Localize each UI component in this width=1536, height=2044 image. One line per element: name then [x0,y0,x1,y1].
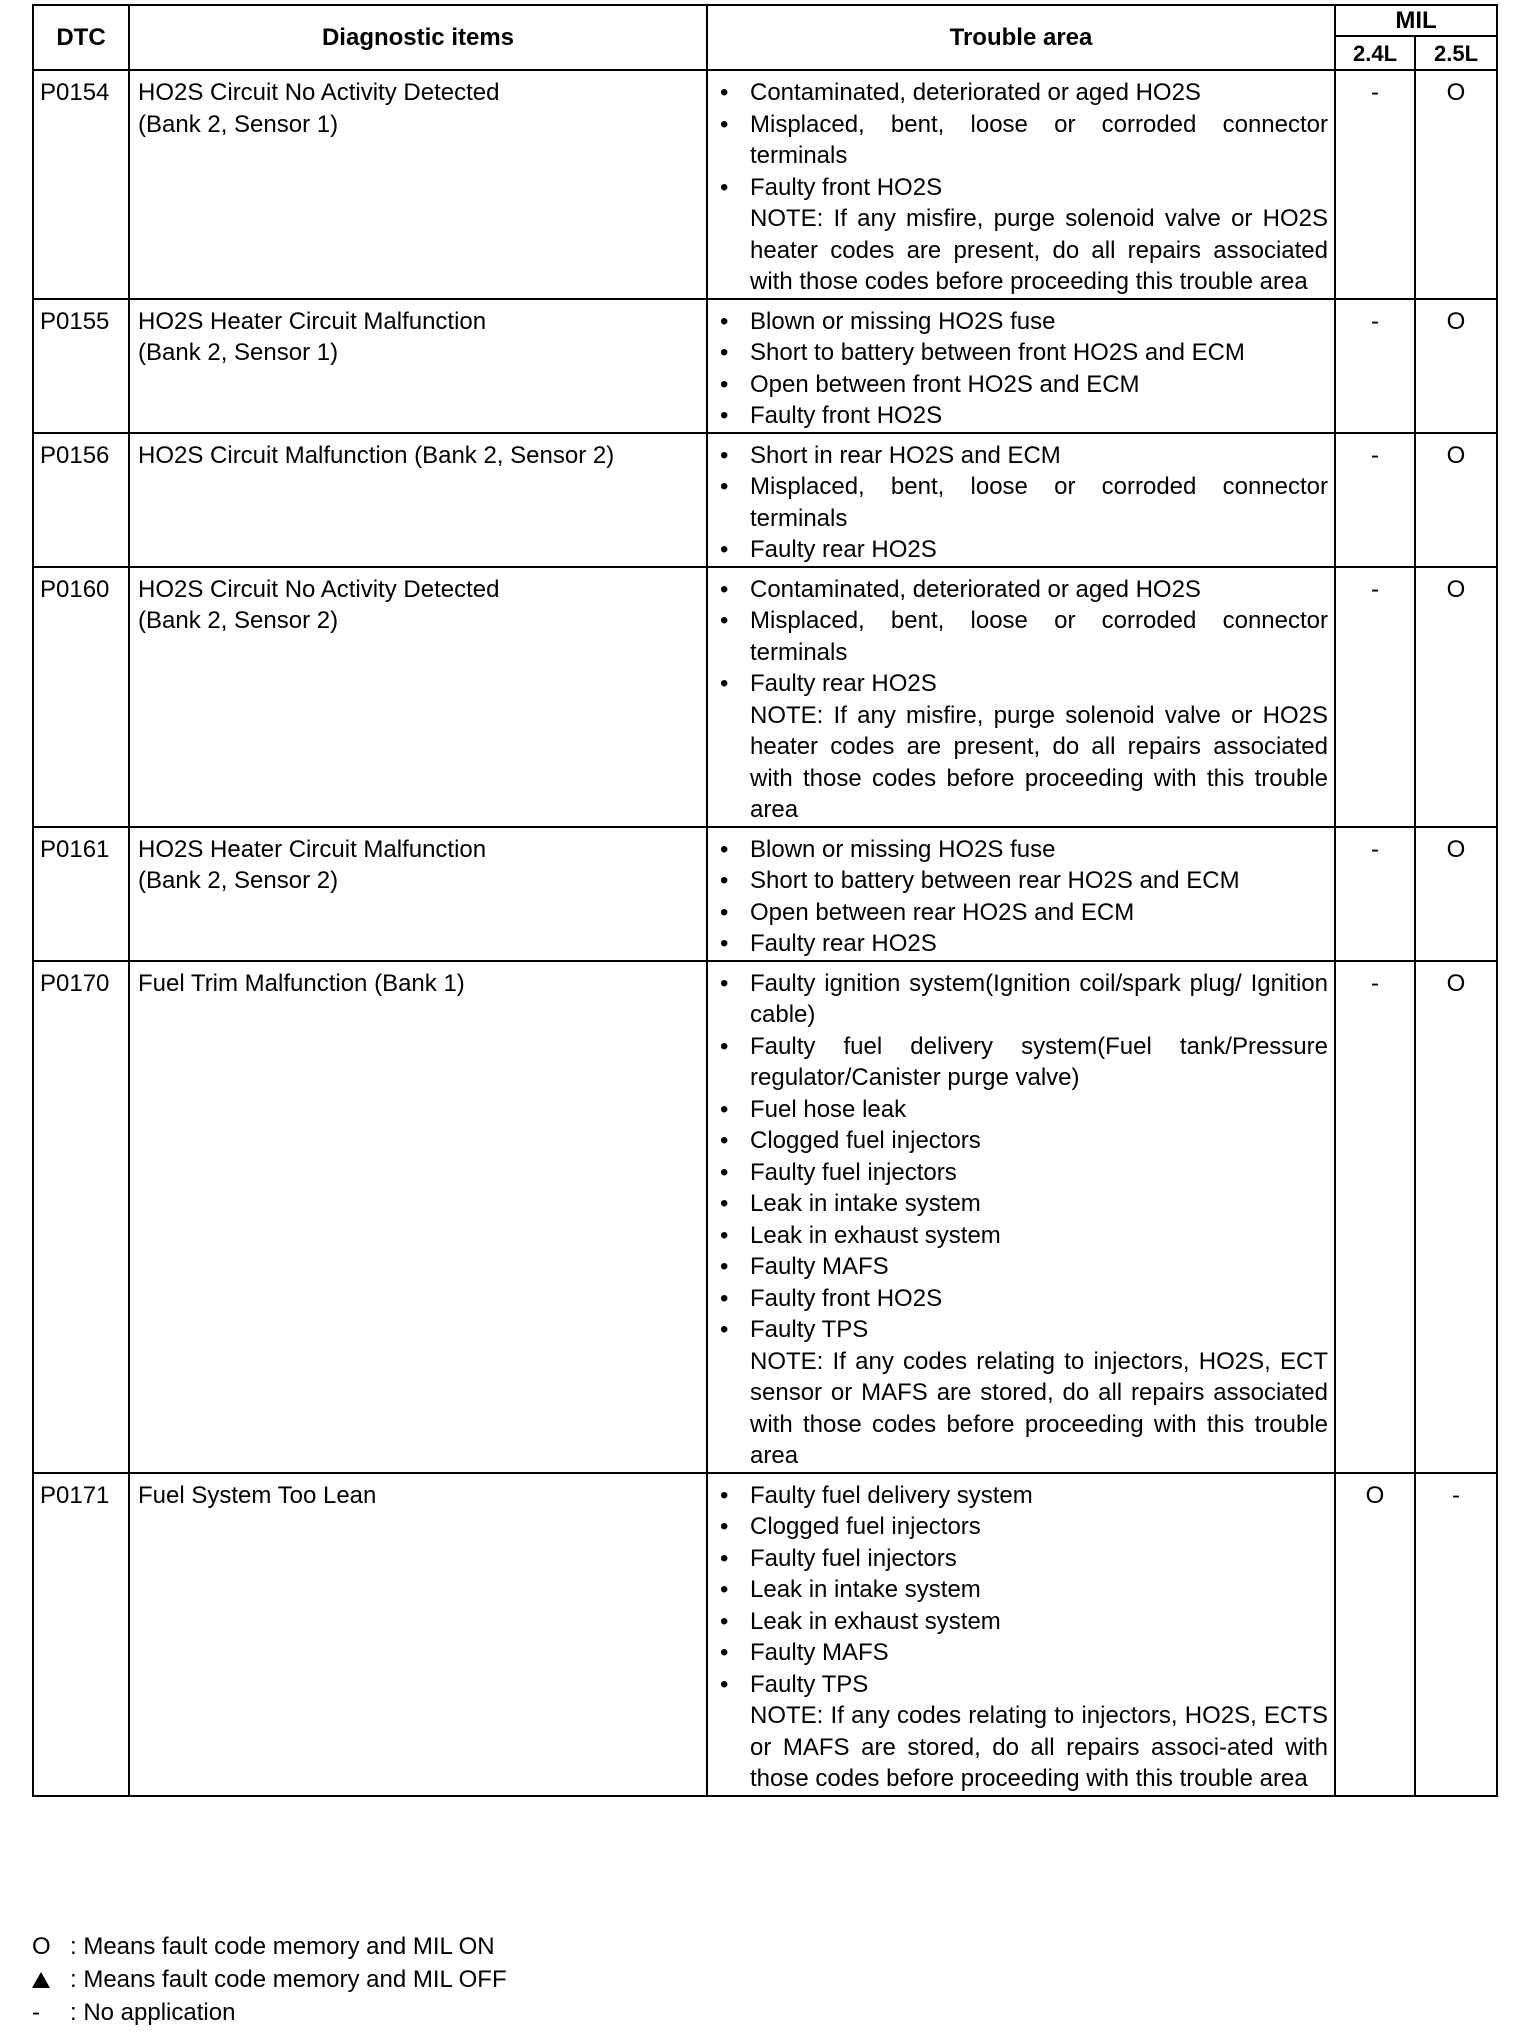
list-item: • Contaminated, deteriorated or aged HO2S [716,77,1328,109]
list-item: • Faulty fuel delivery system [716,1480,1328,1512]
legend-row-no-application [32,1996,507,2029]
table-row [33,567,1497,827]
dtc-code: P0170 [33,961,129,1473]
mil-2-4l-status: O [1335,1473,1415,1796]
list-item: • Faulty fuel injectors [716,1543,1328,1575]
list-item: • Open between rear HO2S and ECM [716,897,1328,929]
header-mil-2-4l: 2.4L [1335,36,1415,70]
diagnostic-item-line: HO2S Heater Circuit Malfunction [138,835,487,863]
mil-2-5l-status: O [1415,299,1497,433]
list-item: • Faulty front HO2S [716,1283,1328,1315]
list-item: • Faulty front HO2S [716,172,1328,204]
list-item: • Leak in intake system [716,1574,1328,1606]
list-item: • Leak in exhaust system [716,1220,1328,1252]
list-item: • Clogged fuel injectors [716,1511,1328,1543]
legend-text-mil-off: : Means fault code memory and MIL OFF [70,1966,507,1993]
header-diagnostic-items: Diagnostic items [129,5,707,70]
mil-2-5l-status: O [1415,567,1497,827]
dtc-code: P0155 [33,299,129,433]
list-item: • Clogged fuel injectors [716,1125,1328,1157]
diagnostic-item [129,1473,707,1796]
list-item: • Faulty rear HO2S [716,668,1328,700]
mil-2-5l-status: O [1415,433,1497,567]
legend-symbol-dash: - [32,1999,40,2026]
legend-symbol-triangle-icon [32,1963,70,1996]
list-item: • Contaminated, deteriorated or aged HO2S [716,574,1328,606]
list-item: • Faulty rear HO2S [716,534,1328,566]
diagnostic-item [129,433,707,567]
list-item: • Blown or missing HO2S fuse [716,834,1328,866]
diagnostic-item [129,299,707,433]
diagnostic-item [129,567,707,827]
list-item: • Leak in intake system [716,1188,1328,1220]
trouble-area-list [716,1480,1328,1701]
diagnostic-item-line: Fuel Trim Malfunction (Bank 1) [138,969,465,997]
header-mil: MIL [1335,5,1497,36]
list-item: • Misplaced, bent, loose or corroded connector terminals [716,109,1328,172]
trouble-area [707,961,1335,1473]
diagnostic-item-line: HO2S Circuit Malfunction (Bank 2, Sensor 2) [138,441,615,469]
list-item: • Short to battery between rear HO2S and ECM [716,865,1328,897]
list-item: • Misplaced, bent, loose or corroded connector terminals [716,471,1328,534]
mil-2-4l-status: - [1335,827,1415,961]
diagnostic-item [129,961,707,1473]
legend-text-mil-on: : Means fault code memory and MIL ON [70,1933,495,1960]
list-item: • Open between front HO2S and ECM [716,369,1328,401]
list-item: • Faulty front HO2S [716,400,1328,432]
trouble-area [707,1473,1335,1796]
trouble-area-list [716,574,1328,700]
mil-2-5l-status: - [1415,1473,1497,1796]
table-row [33,827,1497,961]
list-item: • Faulty TPS [716,1314,1328,1346]
table-row [33,299,1497,433]
trouble-area [707,567,1335,827]
list-item: • Leak in exhaust system [716,1606,1328,1638]
dtc-code: P0171 [33,1473,129,1796]
diagnostic-item-line: HO2S Heater Circuit Malfunction [138,307,487,335]
dtc-code: P0161 [33,827,129,961]
list-item: • Faulty fuel injectors [716,1157,1328,1189]
header-row [33,5,1497,36]
table-row [33,961,1497,1473]
list-item: • Faulty ignition system(Ignition coil/spark plug/ Ignition cable) [716,968,1328,1031]
legend-symbol-circle: O [32,1933,51,1960]
mil-2-4l-status: - [1335,567,1415,827]
diagnostic-item [129,827,707,961]
trouble-area-note: NOTE: If any codes relating to injectors, HO2S, ECT sensor or MAFS are stored, do all repairs associated with those codes before proceeding with this trouble area [750,1347,1328,1469]
table-row [33,70,1497,299]
legend-row-mil-off [32,1963,507,1996]
mil-2-4l-status: - [1335,433,1415,567]
diagnostic-item-line: (Bank 2, Sensor 1) [138,339,339,366]
trouble-area-list [716,834,1328,960]
legend-row-mil-on [32,1930,507,1963]
dtc-code: P0154 [33,70,129,299]
dtc-code: P0160 [33,567,129,827]
header-trouble-area: Trouble area [707,5,1335,70]
dtc-table [32,4,1498,1797]
diagnostic-item-line: (Bank 2, Sensor 2) [138,607,339,634]
trouble-area-list [716,77,1328,203]
mil-2-4l-status: - [1335,299,1415,433]
header-mil-2-5l: 2.5L [1415,36,1497,70]
trouble-area-list [716,968,1328,1346]
diagnostic-item-line: HO2S Circuit No Activity Detected [138,79,500,106]
trouble-area-note: NOTE: If any codes relating to injectors, HO2S, ECTS or MAFS are stored, do all repairs associ-ated with those codes before proceeding with this trouble area [750,1702,1328,1792]
trouble-area-note: NOTE: If any misfire, purge solenoid valve or HO2S heater codes are present, do all repairs associated with those codes before proceeding this trouble area [750,205,1328,295]
list-item: • Misplaced, bent, loose or corroded connector terminals [716,605,1328,668]
list-item: • Fuel hose leak [716,1094,1328,1126]
legend [32,1930,507,2029]
header-dtc: DTC [33,5,129,70]
mil-2-4l-status: - [1335,961,1415,1473]
diagnostic-item-line: (Bank 2, Sensor 1) [138,110,339,138]
trouble-area [707,827,1335,961]
legend-text-no-application: : No application [70,1999,236,2026]
mil-2-4l-status: - [1335,70,1415,299]
dtc-code: P0156 [33,433,129,567]
list-item: • Faulty MAFS [716,1251,1328,1283]
table-row [33,1473,1497,1796]
list-item: • Faulty fuel delivery system(Fuel tank/Pressure regulator/Canister purge valve) [716,1031,1328,1094]
mil-2-5l-status: O [1415,961,1497,1473]
trouble-area-list [716,440,1328,566]
trouble-area [707,70,1335,299]
list-item: • Short to battery between front HO2S and ECM [716,337,1328,369]
trouble-area-list [716,306,1328,432]
mil-2-5l-status: O [1415,70,1497,299]
table-row [33,433,1497,567]
list-item: • Blown or missing HO2S fuse [716,306,1328,338]
diagnostic-item-line: Fuel System Too Lean [138,1481,377,1509]
trouble-area [707,433,1335,567]
mil-2-5l-status: O [1415,827,1497,961]
trouble-area [707,299,1335,433]
list-item: • Faulty MAFS [716,1637,1328,1669]
list-item: • Faulty TPS [716,1669,1328,1701]
trouble-area-note: NOTE: If any misfire, purge solenoid valve or HO2S heater codes are present, do all repairs associated with those codes before proceeding with this trouble area [750,701,1328,823]
list-item: • Short in rear HO2S and ECM [716,440,1328,472]
diagnostic-item [129,70,707,299]
diagnostic-item-line: HO2S Circuit No Activity Detected [138,575,500,603]
diagnostic-item-line: (Bank 2, Sensor 2) [138,867,339,894]
list-item: • Faulty rear HO2S [716,928,1328,960]
